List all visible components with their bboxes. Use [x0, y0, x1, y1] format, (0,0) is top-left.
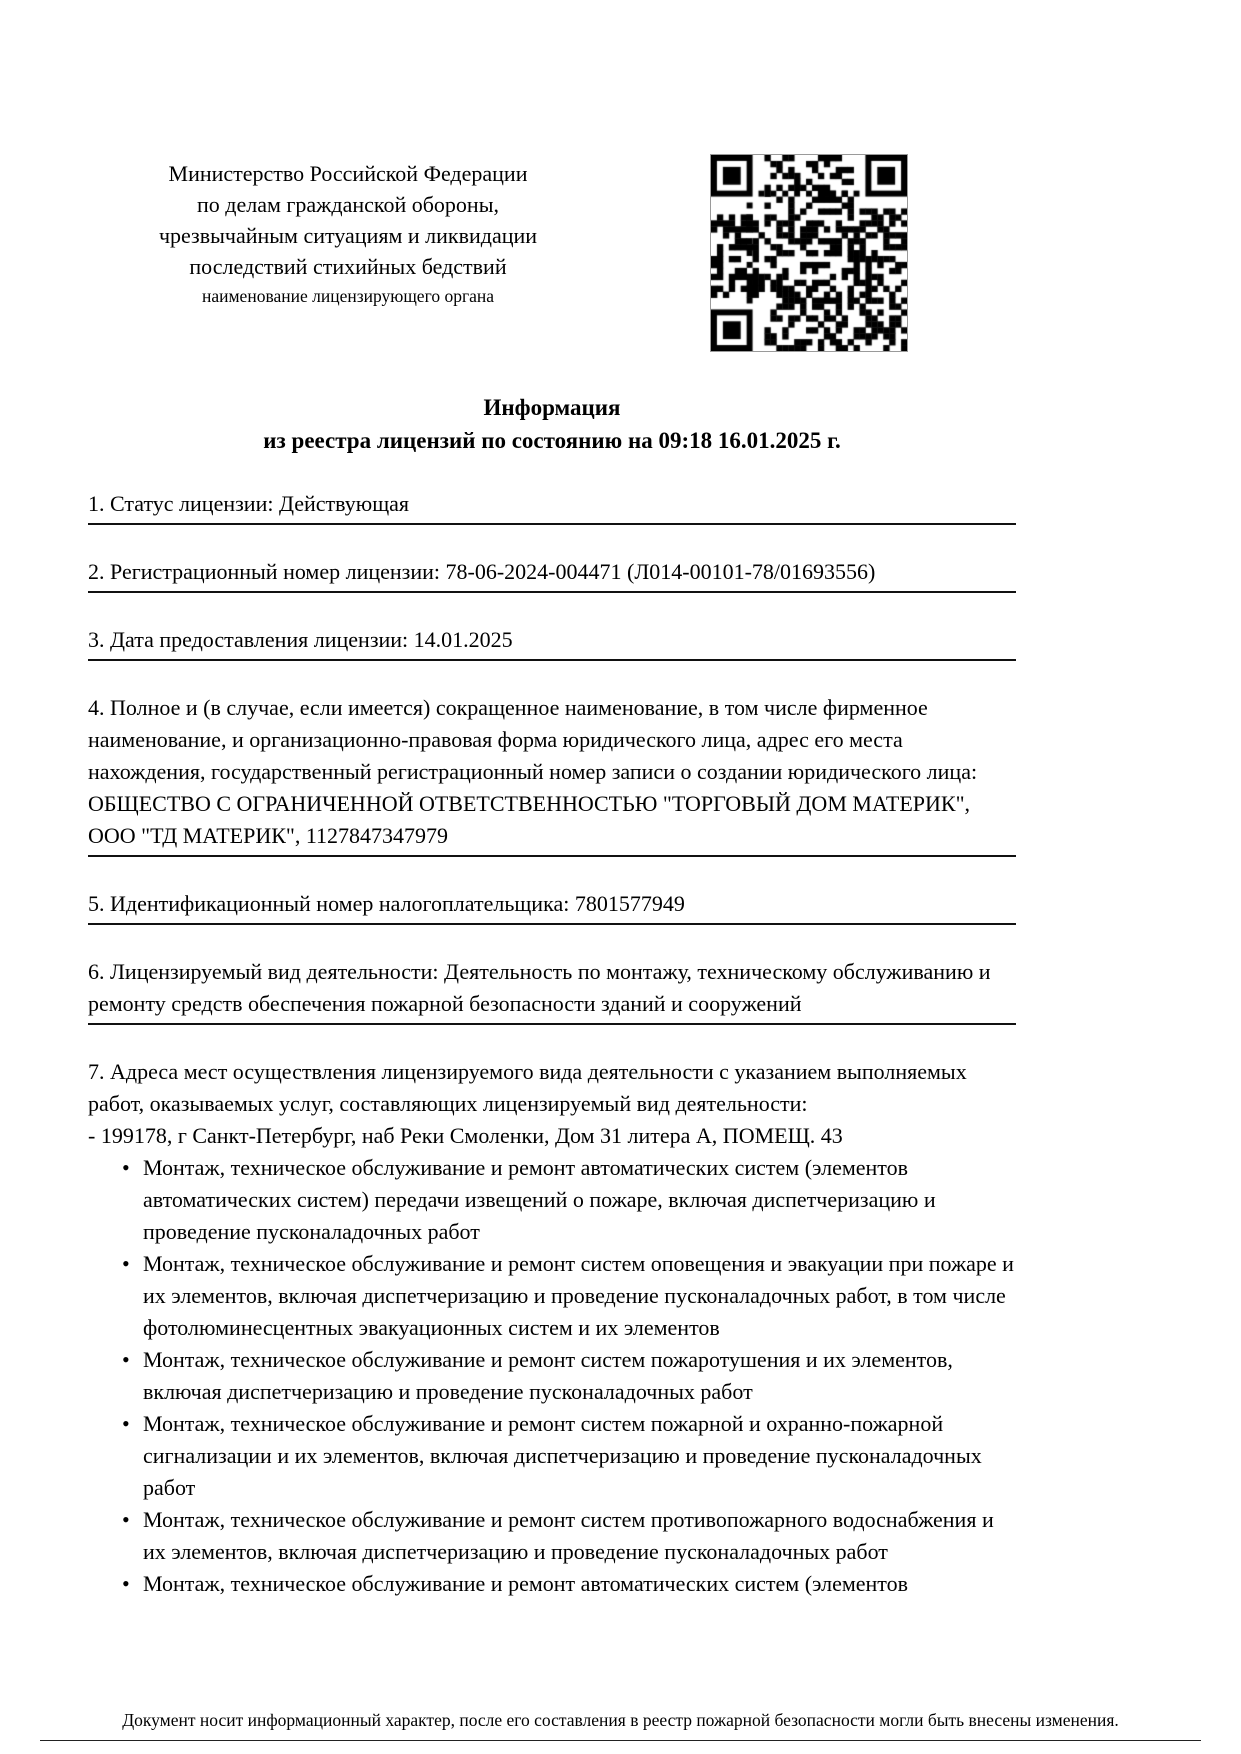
title-line-1: Информация: [483, 395, 621, 420]
title-line-2: из реестра лицензий по состоянию на 09:18 16.01.2025 г.: [263, 428, 841, 453]
field-grant-date: 3. Дата предоставления лицензии: 14.01.2025: [88, 624, 1016, 661]
ministry-line: Министерство Российской Федерации: [168, 161, 528, 186]
work-item: • Монтаж, техническое обслуживание и ремонт автоматических систем (элементов автоматических систем) передачи извещений о пожаре, включая диспетчеризацию и проведение пусконаладочных работ: [122, 1152, 1016, 1248]
document-header: [0, 0, 1241, 307]
footer-disclaimer: Документ носит информационный характер, после его составления в реестр пожарной безопасности могли быть внесены изменения.: [40, 1709, 1201, 1741]
addresses-intro: 7. Адреса мест осуществления лицензируемого вида деятельности с указанием выполняемых работ, оказываемых услуг, составляющих лицензируемый вид деятельности:: [88, 1059, 967, 1116]
field-legal-entity-name: 4. Полное и (в случае, если имеется) сокращенное наименование, в том числе фирменное наименование, и организационно-правовая форма юридического лица, адрес его места нахождения, государственный регистрационный номер записи о создании юридического лица: ОБЩЕСТВО С ОГРАНИЧЕННОЙ ОТВЕТСТВЕННОСТЬЮ "ТОРГОВЫЙ ДОМ МАТЕРИК", ООО "ТД МАТЕРИК", 1127847347979: [88, 692, 1016, 857]
field-taxpayer-number: 5. Идентификационный номер налогоплательщика: 7801577949: [88, 888, 1016, 925]
document-body: [88, 488, 1016, 1600]
document-title: [88, 391, 1016, 457]
field-registration-number: 2. Регистрационный номер лицензии: 78-06-2024-004471 (Л014-00101-78/01693556): [88, 556, 1016, 593]
work-item: • Монтаж, техническое обслуживание и ремонт автоматических систем (элементов: [122, 1568, 1016, 1600]
ministry-line: последствий стихийных бедствий: [189, 254, 507, 279]
work-item: • Монтаж, техническое обслуживание и ремонт систем противопожарного водоснабжения и их элементов, включая диспетчеризацию и проведение пусконаладочных работ: [122, 1504, 1016, 1568]
field-licensed-activity: 6. Лицензируемый вид деятельности: Деятельность по монтажу, техническому обслуживанию и ремонту средств обеспечения пожарной безопасности зданий и сооружений: [88, 956, 1016, 1025]
field-license-status: 1. Статус лицензии: Действующая: [88, 488, 1016, 525]
licensing-authority-name: [88, 158, 608, 282]
works-list: [122, 1152, 1016, 1600]
work-item: • Монтаж, техническое обслуживание и ремонт систем пожаротушения и их элементов, включая диспетчеризацию и проведение пусконаладочных работ: [122, 1344, 1016, 1408]
work-item: • Монтаж, техническое обслуживание и ремонт систем оповещения и эвакуации при пожаре и их элементов, включая диспетчеризацию и проведение пусконаладочных работ, в том числе фотолюминесцентных эвакуационных систем и их элементов: [122, 1248, 1016, 1344]
address-line: - 199178, г Санкт-Петербург, наб Реки Смоленки, Дом 31 литера А, ПОМЕЩ. 43: [88, 1123, 843, 1148]
authority-caption: наименование лицензирующего органа: [201, 286, 495, 306]
work-item: • Монтаж, техническое обслуживание и ремонт систем пожарной и охранно-пожарной сигнализации и их элементов, включая диспетчеризацию и проведение пусконаладочных работ: [122, 1408, 1016, 1504]
ministry-line: чрезвычайным ситуациям и ликвидации: [158, 223, 538, 248]
qr-code-icon: [710, 154, 908, 352]
ministry-line: по делам гражданской обороны,: [197, 192, 499, 217]
qr-code-canvas: [711, 155, 907, 351]
